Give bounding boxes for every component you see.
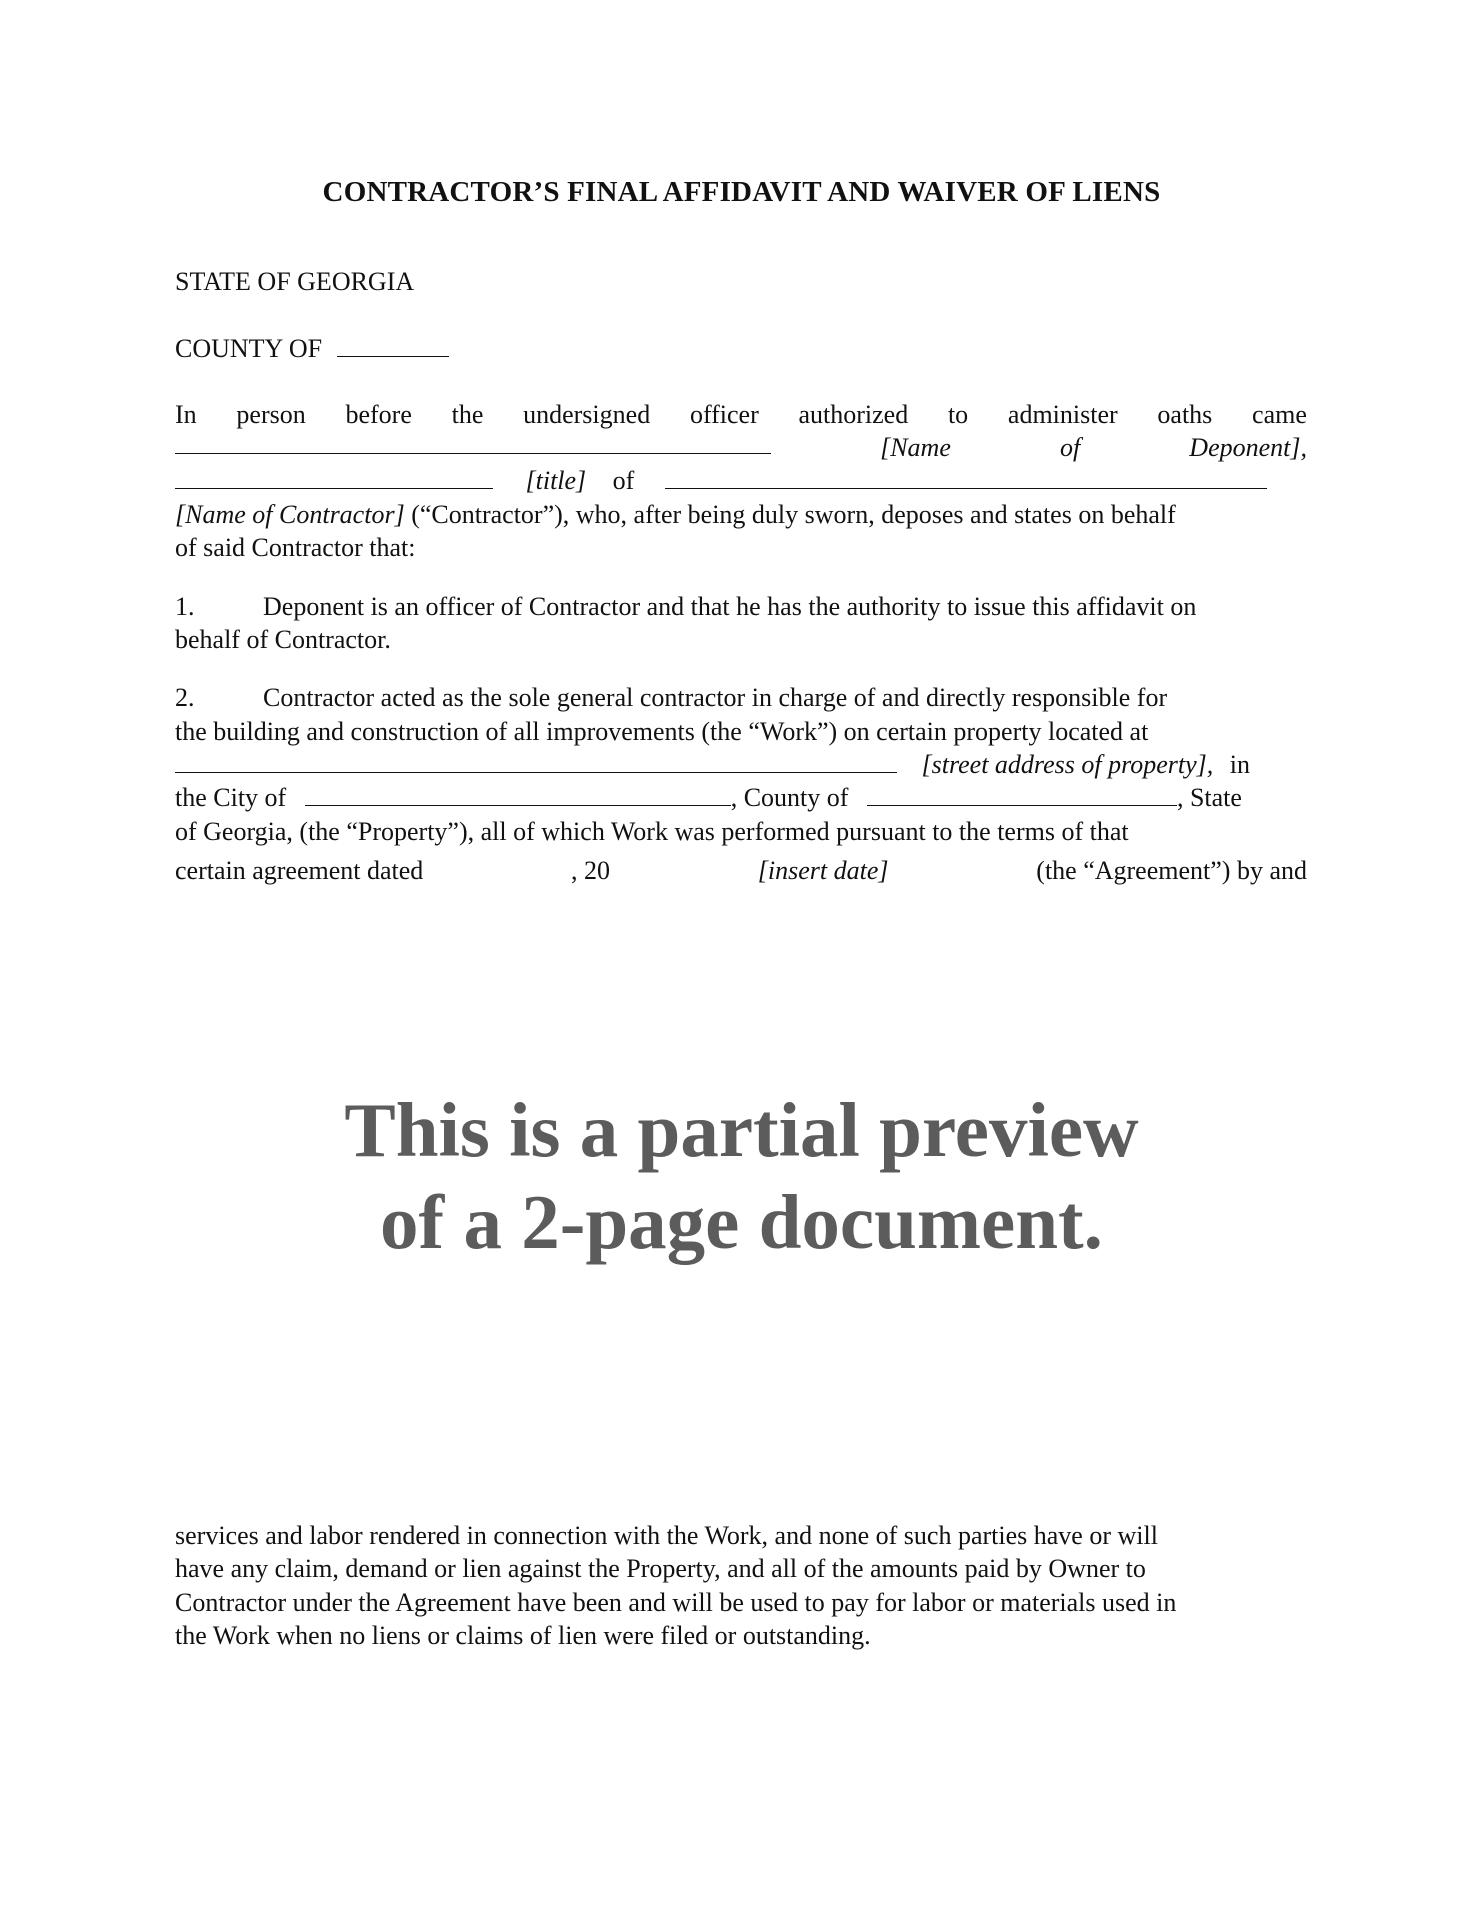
para1-text: Deponent is an officer of Contractor and that he has the authority to issue this affidavit on bbox=[263, 592, 1197, 621]
county-label: COUNTY OF bbox=[175, 334, 323, 363]
deponent-name-placeholder: [Name bbox=[880, 433, 951, 462]
para1-line-2: behalf of Contractor. bbox=[175, 625, 391, 654]
intro-line-4 bbox=[175, 498, 1176, 532]
insert-date-placeholder: [insert date] bbox=[757, 856, 889, 885]
para2-text: Contractor acted as the sole general contractor in charge of and directly responsible for bbox=[263, 683, 1168, 712]
intro-word: authorized bbox=[798, 400, 909, 429]
document-title: CONTRACTOR’S FINAL AFFIDAVIT AND WAIVER OF LIENS bbox=[322, 176, 1161, 208]
intro-word: undersigned bbox=[523, 400, 651, 429]
intro-line-4-text: (“Contractor”), who, after being duly sworn, deposes and states on behalf bbox=[404, 500, 1176, 529]
intro-line-5: of said Contractor that: bbox=[175, 533, 416, 562]
para1-line-1 bbox=[175, 590, 1196, 624]
street-address-blank bbox=[175, 750, 897, 773]
para2-line-2: the building and construction of all improvements (the “Work”) on certain property located at bbox=[175, 717, 1149, 746]
county-of-label: , County of bbox=[730, 783, 849, 812]
para2-in: in bbox=[1229, 750, 1250, 779]
preview-notice-line-2: of a 2-page document. bbox=[380, 1179, 1103, 1265]
deponent-name-blank bbox=[175, 431, 771, 454]
intro-word: administer bbox=[1007, 400, 1118, 429]
intro-word: In bbox=[175, 400, 197, 429]
state-line: STATE OF GEORGIA bbox=[175, 267, 415, 296]
intro-word: the bbox=[451, 400, 484, 429]
tail-cut-line bbox=[175, 1521, 1307, 1553]
contractor-name-placeholder: [Name of Contractor] bbox=[175, 500, 405, 529]
street-address-placeholder: [street address of property], bbox=[921, 750, 1214, 779]
tail-line-2: Contractor under the Agreement have been and will be used to pay for labor or materials used in bbox=[175, 1588, 1177, 1617]
agreement-label: (the “Agreement”) by and bbox=[1036, 856, 1307, 885]
agreement-dated-label: certain agreement dated bbox=[175, 856, 424, 885]
para2-number: 2. bbox=[175, 683, 195, 712]
tail-cut-text: services and labor rendered in connection with the Work, and none of such parties have or will bbox=[175, 1521, 1158, 1550]
county-line bbox=[175, 332, 449, 366]
city-label: the City of bbox=[175, 783, 287, 812]
para2-line-4 bbox=[175, 781, 1307, 815]
para2-line-5: of Georgia, (the “Property”), all of which Work was performed pursuant to the terms of that bbox=[175, 817, 1129, 846]
para2-line-6-cut bbox=[175, 854, 1307, 885]
preview-notice-line-1: This is a partial preview bbox=[344, 1087, 1139, 1173]
intro-word: before bbox=[345, 400, 412, 429]
intro-word: came bbox=[1252, 400, 1307, 429]
deponent-placeholder: Deponent], bbox=[1189, 433, 1307, 462]
contractor-name-blank bbox=[665, 466, 1267, 489]
state-label: , State bbox=[1176, 783, 1242, 812]
intro-line-2 bbox=[175, 431, 1307, 465]
intro-word: officer bbox=[689, 400, 759, 429]
intro-word: to bbox=[947, 400, 969, 429]
para1-number: 1. bbox=[175, 592, 195, 621]
agreement-year: , 20 bbox=[571, 856, 611, 885]
deponent-of-placeholder: of bbox=[1059, 433, 1081, 462]
intro-line-1 bbox=[175, 398, 1307, 432]
title-placeholder: [title] bbox=[525, 466, 587, 495]
para2-line-1 bbox=[175, 681, 1167, 715]
county-blank bbox=[337, 334, 449, 357]
tail-line-1: have any claim, demand or lien against the Property, and all of the amounts paid by Owner to bbox=[175, 1554, 1146, 1583]
intro-word: oaths bbox=[1157, 400, 1213, 429]
tail-line-3: the Work when no liens or claims of lien were filed or outstanding. bbox=[175, 1621, 871, 1650]
para2-line-3 bbox=[175, 748, 1307, 782]
city-blank bbox=[305, 783, 731, 806]
intro-line-3 bbox=[175, 464, 1307, 498]
intro-of: of bbox=[612, 466, 635, 495]
intro-word: person bbox=[236, 400, 306, 429]
title-blank bbox=[175, 466, 493, 489]
county-of-blank bbox=[867, 783, 1177, 806]
